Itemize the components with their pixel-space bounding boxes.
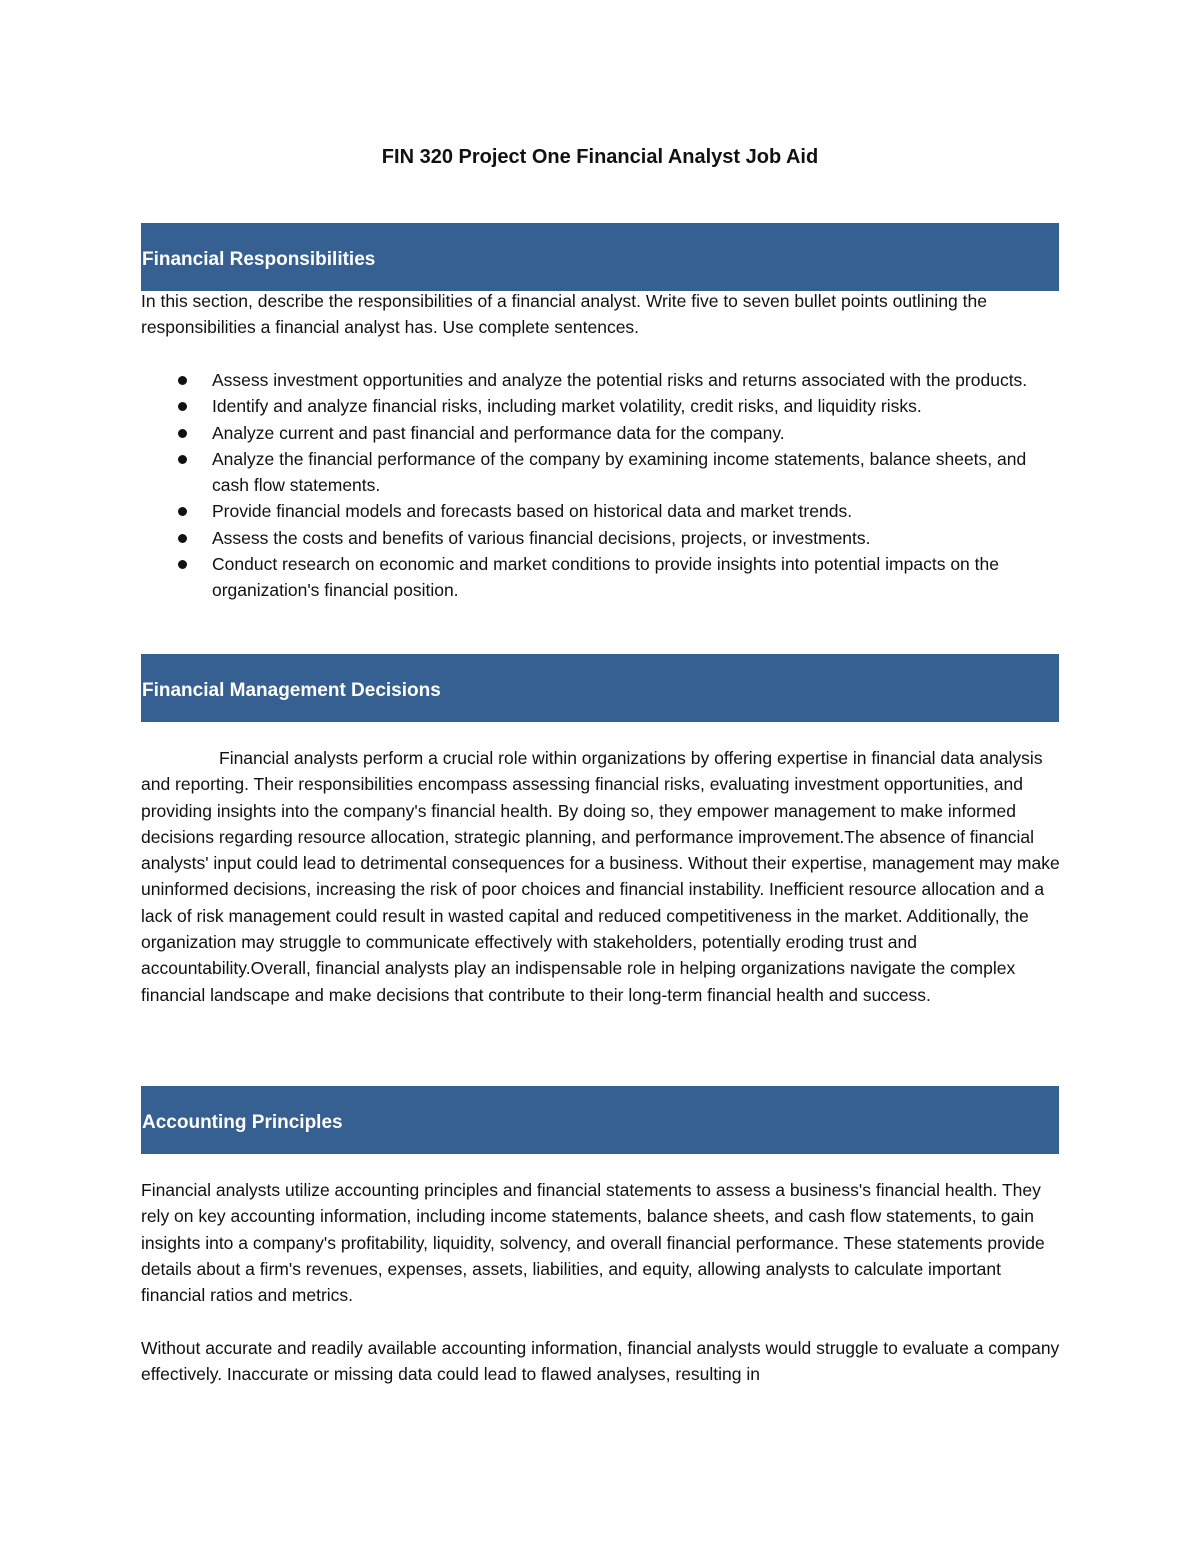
document-title: FIN 320 Project One Financial Analyst Job Aid — [381, 146, 819, 168]
bullet-icon — [178, 402, 187, 411]
accounting-paragraph-1: Financial analysts utilize accounting principles and financial statements to assess a business's financial health. They rely on key accounting information, including income statements, balance sheets, and cash flow statements, to gain insights into a company's profitability, liquidity, solvency, and overall financial performance. These statements provide details about a firm's revenues, expenses, assets, liabilities, and equity, allowing analysts to calculate important financial ratios and metrics. — [141, 1180, 1045, 1306]
list-item: Conduct research on economic and market conditions to provide insights into potential impacts on the organization's financial position. — [141, 551, 1063, 604]
section-header-financial-responsibilities — [141, 223, 1059, 291]
section-heading: Financial Responsibilities — [142, 249, 376, 270]
list-item: Assess the costs and benefits of various financial decisions, projects, or investments. — [141, 525, 1063, 551]
list-item: Analyze current and past financial and performance data for the company. — [141, 420, 1063, 446]
list-item: Assess investment opportunities and analyze the potential risks and returns associated with the products. — [141, 367, 1063, 393]
responsibilities-list — [141, 367, 1063, 604]
section-header-financial-management-decisions — [141, 654, 1059, 722]
section-heading: Financial Management Decisions — [142, 680, 441, 701]
bullet-icon — [178, 376, 187, 385]
management-paragraph: Financial analysts perform a crucial role within organizations by offering expertise in financial data analysis and reporting. Their responsibilities encompass assessing financial risks, evaluating investment opportunities, and providing insights into the company's financial health. By doing so, they empower management to make informed decisions regarding resource allocation, strategic planning, and performance improvement.The absence of financial analysts' input could lead to detrimental consequences for a business. Without their expertise, management may make uninformed decisions, increasing the risk of poor choices and financial instability. Inefficient resource allocation and a lack of risk management could result in wasted capital and reduced competitiveness in the market. Additionally, the organization may struggle to communicate effectively with stakeholders, potentially eroding trust and accountability.Overall, financial analysts play an indispensable role in helping organizations navigate the complex financial landscape and make decisions that contribute to their long-term financial health and success. — [141, 748, 1060, 1005]
section-header-accounting-principles — [141, 1086, 1059, 1154]
list-item: Analyze the financial performance of the company by examining income statements, balance sheets, and cash flow statements. — [141, 446, 1063, 499]
list-item: Identify and analyze financial risks, including market volatility, credit risks, and liquidity risks. — [141, 393, 1063, 419]
list-item: Provide financial models and forecasts based on historical data and market trends. — [141, 498, 1063, 524]
section-prompt: In this section, describe the responsibilities of a financial analyst. Write five to seven bullet points outlining the responsibilities a financial analyst has. Use complete sentences. — [141, 291, 987, 338]
bullet-icon — [178, 534, 187, 543]
bullet-icon — [178, 560, 187, 569]
bullet-icon — [178, 455, 187, 464]
section-heading: Accounting Principles — [142, 1112, 343, 1133]
bullet-icon — [178, 507, 187, 516]
accounting-paragraph-2: Without accurate and readily available accounting information, financial analysts would struggle to evaluate a company effectively. Inaccurate or missing data could lead to flawed analyses, resulting in — [141, 1338, 1060, 1385]
bullet-icon — [178, 429, 187, 438]
